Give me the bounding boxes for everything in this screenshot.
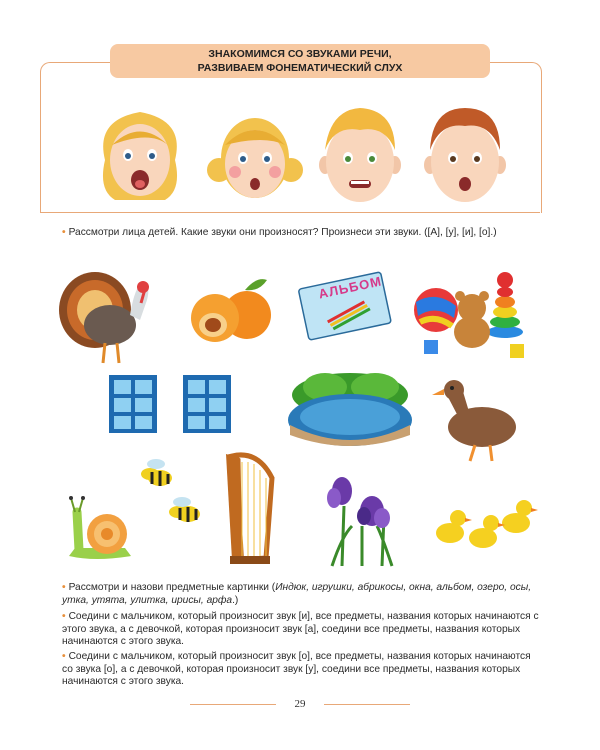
task-4	[62, 651, 542, 689]
title-line-1: ЗНАКОМИМСЯ СО ЗВУКАМИ РЕЧИ,	[208, 48, 392, 60]
page-title	[110, 44, 490, 78]
harp-icon	[218, 448, 278, 568]
task-1	[62, 227, 542, 240]
task-3-text: Соедини с мальчиком, который произносит звук [и], все предметы, названия которых начинаются с этого звука, а с девочкой, которая произносит звук [а], соедини все предметы, названия которых начинаются с этого звука.	[62, 611, 539, 647]
bullet: •	[62, 651, 66, 662]
duck-icon	[430, 375, 525, 465]
task-2-items: Индюк, игрушки, абрикосы, окна, альбом, озеро, осы, утка, утята, улитка, ирисы, арфа	[62, 582, 532, 606]
frame-divider	[40, 212, 540, 213]
bullet: •	[62, 582, 66, 593]
task-4-text: Соедини с мальчиком, который произносит звук [о], все предметы, названия которых начинаются со звука [о], а с девочкой, которая произносит звук [у], соедини все предметы, названия которых начинаются с этого звука.	[62, 651, 531, 687]
task-3	[62, 611, 542, 649]
bullet: •	[62, 227, 66, 238]
album-label: АЛЬБОМ	[317, 273, 384, 302]
boy-face-icon	[420, 100, 510, 210]
iris-icon	[322, 466, 412, 571]
title-line-2: РАЗВИВАЕМ ФОНЕМАТИЧЕСКИЙ СЛУХ	[197, 62, 403, 74]
footer-line-left	[190, 704, 276, 705]
snail-icon	[65, 490, 135, 565]
task-2-prefix: Рассмотри и назови предметные картинки (	[68, 582, 276, 593]
task-2-suffix: .)	[232, 594, 239, 606]
task-2	[62, 582, 542, 607]
lake-icon	[285, 365, 415, 450]
apricot-icon	[185, 270, 275, 350]
page-number: 29	[294, 698, 306, 710]
window-icon	[182, 374, 232, 434]
girl-face-icon	[205, 100, 305, 210]
wasp-icon	[130, 452, 205, 532]
footer-line-right	[324, 704, 410, 705]
boy-face-icon	[315, 100, 405, 210]
turkey-icon	[55, 265, 165, 370]
ducklings-icon	[428, 488, 538, 558]
window-icon	[108, 374, 158, 434]
toys-icon	[410, 260, 530, 360]
task-1-text: Рассмотри лица детей. Какие звуки они произносят? Произнеси эти звуки. ([А], [у], [и], [о].)	[68, 227, 497, 238]
bullet: •	[62, 611, 66, 622]
girl-face-icon	[90, 100, 190, 210]
